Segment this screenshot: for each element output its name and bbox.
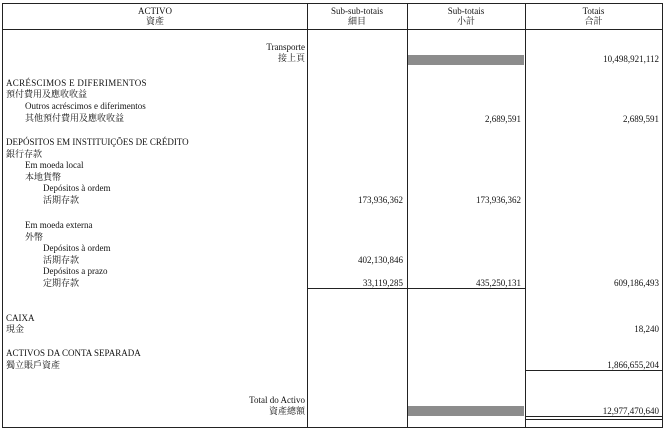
- shaded-cell: [408, 55, 524, 65]
- column-divider: [307, 4, 308, 427]
- deposits-foreign-zh: 外幣: [25, 232, 44, 242]
- deposits-foreign-dem: Depósitos à ordem: [43, 243, 111, 253]
- grand-total-label: Total do Activo: [249, 395, 305, 405]
- header-subtotais-label: Sub-totais: [447, 6, 485, 16]
- separate-title: ACTIVOS DA CONTA SEPARADA: [6, 348, 141, 358]
- transporte-total: 10,498,921,112: [603, 54, 659, 64]
- deposits-local-zh: 本地貨幣: [25, 172, 62, 182]
- header-activo-label: ACTIVO: [138, 6, 172, 16]
- cash-title: CAIXA: [6, 313, 35, 323]
- deposits-foreign-term-zh: 定期存款: [43, 278, 80, 288]
- accruals-sub: Outros acréscimos e diferimentos: [25, 101, 146, 111]
- accruals-subtotal: 2,689,591: [485, 114, 521, 124]
- deposits-title: DEPÓSITOS EM INSTITUIÇÕES DE CRÉDITO: [6, 137, 189, 147]
- deposits-total: 609,186,493: [614, 278, 659, 288]
- header-totais-label-zh: 合計: [584, 16, 603, 26]
- deposits-local: Em moeda local: [25, 160, 84, 170]
- header-subtotais-label-zh: 小計: [456, 16, 475, 26]
- separate-underline: [525, 370, 662, 371]
- cash-total: 18,240: [634, 324, 659, 334]
- shaded-cell: [408, 406, 524, 416]
- accruals-total: 2,689,591: [623, 114, 659, 124]
- separate-title-zh: 獨立賬戶資產: [6, 360, 61, 370]
- header-subsubtotais-label-zh: 細目: [347, 16, 366, 26]
- accruals-title: ACRÉSCIMOS E DIFERIMENTOS: [6, 78, 147, 88]
- deposits-foreign-sub: 435,250,131: [476, 278, 521, 288]
- header-subsubtotais: [307, 6, 407, 26]
- deposits-underline: [307, 288, 525, 289]
- transporte-label-zh: 接上頁: [277, 53, 305, 63]
- deposits-foreign: Em moeda externa: [25, 220, 93, 230]
- header-activo: [3, 6, 307, 26]
- grand-total-value: 12,977,470,640: [602, 406, 659, 416]
- transporte-label: Transporte: [266, 42, 305, 52]
- grand-total-underline-2: [525, 419, 662, 420]
- grand-total-label-zh: 資產總額: [268, 406, 305, 416]
- header-divider: [3, 29, 662, 30]
- deposits-foreign-dem-zh: 活期存款: [43, 255, 80, 265]
- header-activo-label-zh: 資產: [145, 16, 164, 26]
- deposits-title-zh: 銀行存款: [6, 149, 43, 159]
- deposits-local-dem: Depósitos à ordem: [43, 183, 111, 193]
- deposits-local-subsub: 173,936,362: [358, 195, 403, 205]
- header-totais-label: Totais: [582, 6, 605, 16]
- header-subtotais: [407, 6, 525, 26]
- deposits-local-dem-zh: 活期存款: [43, 195, 80, 205]
- separate-total: 1,866,655,204: [607, 360, 659, 370]
- accruals-title-zh: 預付費用及應收收益: [6, 89, 88, 99]
- balance-sheet-table: [2, 3, 663, 428]
- deposits-foreign-dem-value: 402,130,846: [358, 255, 403, 265]
- deposits-foreign-term: Depósitos a prazo: [43, 266, 108, 276]
- cash-title-zh: 現金: [6, 324, 25, 334]
- deposits-foreign-term-value: 33,119,285: [362, 278, 403, 288]
- grand-total-underline-1: [525, 416, 662, 417]
- header-subsubtotais-label: Sub-sub-totais: [330, 6, 383, 16]
- column-divider: [407, 4, 408, 427]
- header-totais: [525, 6, 662, 26]
- accruals-sub-zh: 其他預付費用及應收收益: [25, 113, 125, 123]
- column-divider: [525, 4, 526, 427]
- deposits-local-sub: 173,936,362: [476, 195, 521, 205]
